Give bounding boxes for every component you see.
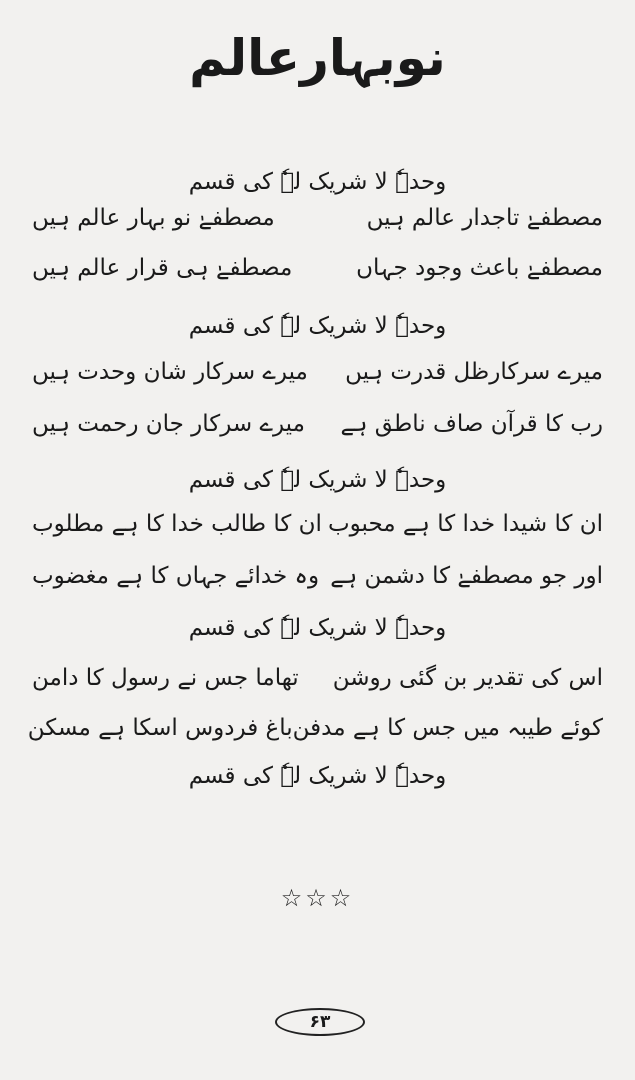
hemistich-left: مصطفےٰ ہی قرار عالم ہیں <box>32 255 293 281</box>
hemistich-left: وہ خدائے جہاں کا ہے مغضوب <box>32 563 320 589</box>
verse-line <box>32 254 603 284</box>
refrain-line <box>32 466 603 496</box>
star-ornament-icon: ☆☆☆ <box>280 884 355 912</box>
refrain-text: وحدہٗ لا شریک لہٗ کی قسم <box>188 467 447 493</box>
hemistich-left: باغ فردوس اسکا ہے مسکن <box>27 715 293 741</box>
verse-line <box>32 204 603 234</box>
hemistich-right: اس کی تقدیر بن گئی روشن <box>332 665 603 691</box>
hemistich-left: میرے سرکار شان وحدت ہیں <box>32 359 308 385</box>
verse-line <box>32 562 603 592</box>
hemistich-right: مصطفےٰ باعث وجود جہاں <box>356 255 603 281</box>
hemistich-right: رب کا قرآن صاف ناطق ہے <box>340 411 603 437</box>
refrain-text: وحدہٗ لا شریک لہٗ کی قسم <box>188 313 447 339</box>
hemistich-right: کوئے طیبہ میں جس کا ہے مدفن <box>292 715 603 741</box>
hemistich-right: مصطفےٰ تاجدار عالم ہیں <box>366 205 603 231</box>
verse-line <box>32 510 603 540</box>
refrain-text: وحدہٗ لا شریک لہٗ کی قسم <box>188 169 447 195</box>
poem-title: نوبہارعالم <box>189 29 446 87</box>
refrain-line <box>32 762 603 792</box>
hemistich-right: ان کا شیدا خدا کا ہے محبوب <box>327 511 603 537</box>
verse-line <box>27 714 603 744</box>
page-number: ۶۳ <box>275 1008 365 1036</box>
verse-line <box>32 664 603 694</box>
refrain-line <box>32 168 603 198</box>
hemistich-left: ان کا طالب خدا کا ہے مطلوب <box>32 511 322 537</box>
hemistich-right: میرے سرکارظل قدرت ہیں <box>345 359 603 385</box>
hemistich-right: اور جو مصطفےٰ کا دشمن ہے <box>330 563 603 589</box>
refrain-line <box>32 614 603 644</box>
verse-line <box>32 410 603 440</box>
verse-line <box>32 358 603 388</box>
refrain-line <box>32 312 603 342</box>
hemistich-left: میرے سرکار جان رحمت ہیں <box>32 411 305 437</box>
refrain-text: وحدہٗ لا شریک لہٗ کی قسم <box>188 615 447 641</box>
refrain-text: وحدہٗ لا شریک لہٗ کی قسم <box>188 763 447 789</box>
hemistich-left: مصطفےٰ نو بہار عالم ہیں <box>32 205 275 231</box>
hemistich-left: تھاما جس نے رسول کا دامن <box>32 665 299 691</box>
